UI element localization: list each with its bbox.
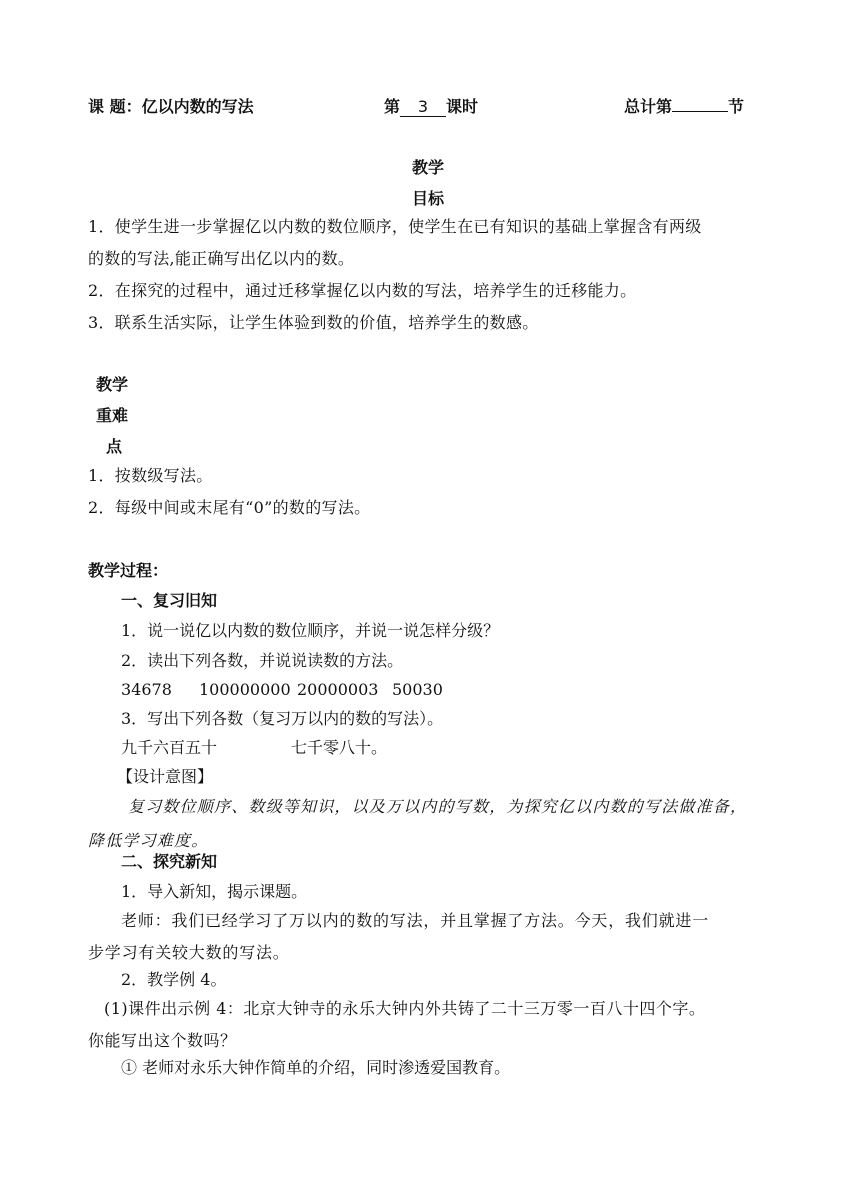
goals-list — [88, 211, 778, 339]
design-intent-label: 【设计意图】 — [117, 767, 214, 786]
goal-item-2: 2．在探究的过程中，通过迁移掌握亿以内数的写法，培养学生的迁移能力。 — [88, 281, 637, 300]
explore-step-2: 2．教学例 4。 — [121, 970, 227, 989]
lesson-suffix: 课时 — [446, 97, 479, 116]
goal-item-1-line1: 1．使学生进一步掌握亿以内数的数位顺序，使学生在已有知识的基础上掌握含有两级 — [88, 217, 702, 236]
topic-label: 课 题： — [88, 97, 142, 116]
keypoint-item-1: 1．按数级写法。 — [88, 466, 213, 485]
total-number — [672, 111, 728, 112]
lesson-prefix: 第 — [384, 97, 401, 116]
keypoints-heading-line3: 点 — [106, 437, 123, 456]
write-exercise-2: 七千零八十。 — [291, 738, 388, 757]
keypoints-heading-line2: 重难 — [96, 406, 129, 425]
header-topic — [88, 95, 254, 119]
numbers-row — [121, 678, 443, 702]
process-heading: 教学过程： — [88, 561, 169, 580]
goals-heading-line2: 目标 — [412, 189, 445, 208]
teacher-speech — [88, 905, 778, 969]
goal-item-1-line2: 的数的写法,能正确写出亿以内的数。 — [88, 249, 355, 268]
topic-title: 亿以内数的写法 — [141, 97, 254, 116]
keypoints-heading-line1: 教学 — [96, 375, 129, 394]
example-4-line1: (1)课件出示例 4：北京大钟寺的永乐大钟内外共铸了二十三万零一百八十四个字。 — [104, 999, 706, 1018]
design-intent-line1: 复习数位顺序、数级等知识，以及万以内的写数，为探究亿以内数的写法做准备， — [128, 797, 748, 816]
example-4 — [88, 993, 778, 1057]
section-review-title: 一、复习旧知 — [121, 591, 218, 610]
number-4: 50030 — [392, 680, 443, 699]
total-prefix: 总计第 — [624, 97, 673, 116]
header-total — [624, 95, 744, 119]
number-3: 20000003 — [297, 680, 379, 699]
circle-item-1: ① 老师对永乐大钟作简单的介绍，同时渗透爱国教育。 — [121, 1058, 511, 1077]
example-4-line2: 你能写出这个数吗？ — [88, 1031, 237, 1050]
write-exercise-1: 九千六百五十 — [121, 738, 218, 757]
keypoints-list — [88, 460, 778, 524]
section-explore-title: 二、探究新知 — [121, 852, 218, 871]
design-intent-line2: 降低学习难度。 — [88, 831, 209, 850]
teacher-speech-line2: 步学习有关较大数的写法。 — [88, 943, 290, 962]
explore-step-1: 1．导入新知，揭示课题。 — [121, 882, 308, 901]
total-suffix: 节 — [728, 97, 745, 116]
goals-heading-line1: 教学 — [412, 158, 445, 177]
header-lesson — [384, 95, 478, 119]
teacher-speech-line1: 老师：我们已经学习了万以内的数的写法，并且掌握了方法。今天，我们就进一 — [121, 911, 710, 930]
review-question-2: 2．读出下列各数，并说说读数的方法。 — [121, 651, 404, 670]
number-2: 100000000 — [199, 680, 291, 699]
number-1: 34678 — [121, 680, 172, 699]
goal-item-3: 3．联系生活实际，让学生体验到数的价值，培养学生的数感。 — [88, 313, 539, 332]
design-intent-text — [88, 790, 780, 858]
lesson-number: 3 — [400, 98, 446, 117]
keypoint-item-2: 2．每级中间或末尾有“0”的数的写法。 — [88, 498, 371, 517]
review-question-1: 1．说一说亿以内数的数位顺序，并说一说怎样分级？ — [121, 621, 500, 640]
review-question-3: 3．写出下列各数（复习万以内的数的写法）。 — [121, 709, 444, 728]
